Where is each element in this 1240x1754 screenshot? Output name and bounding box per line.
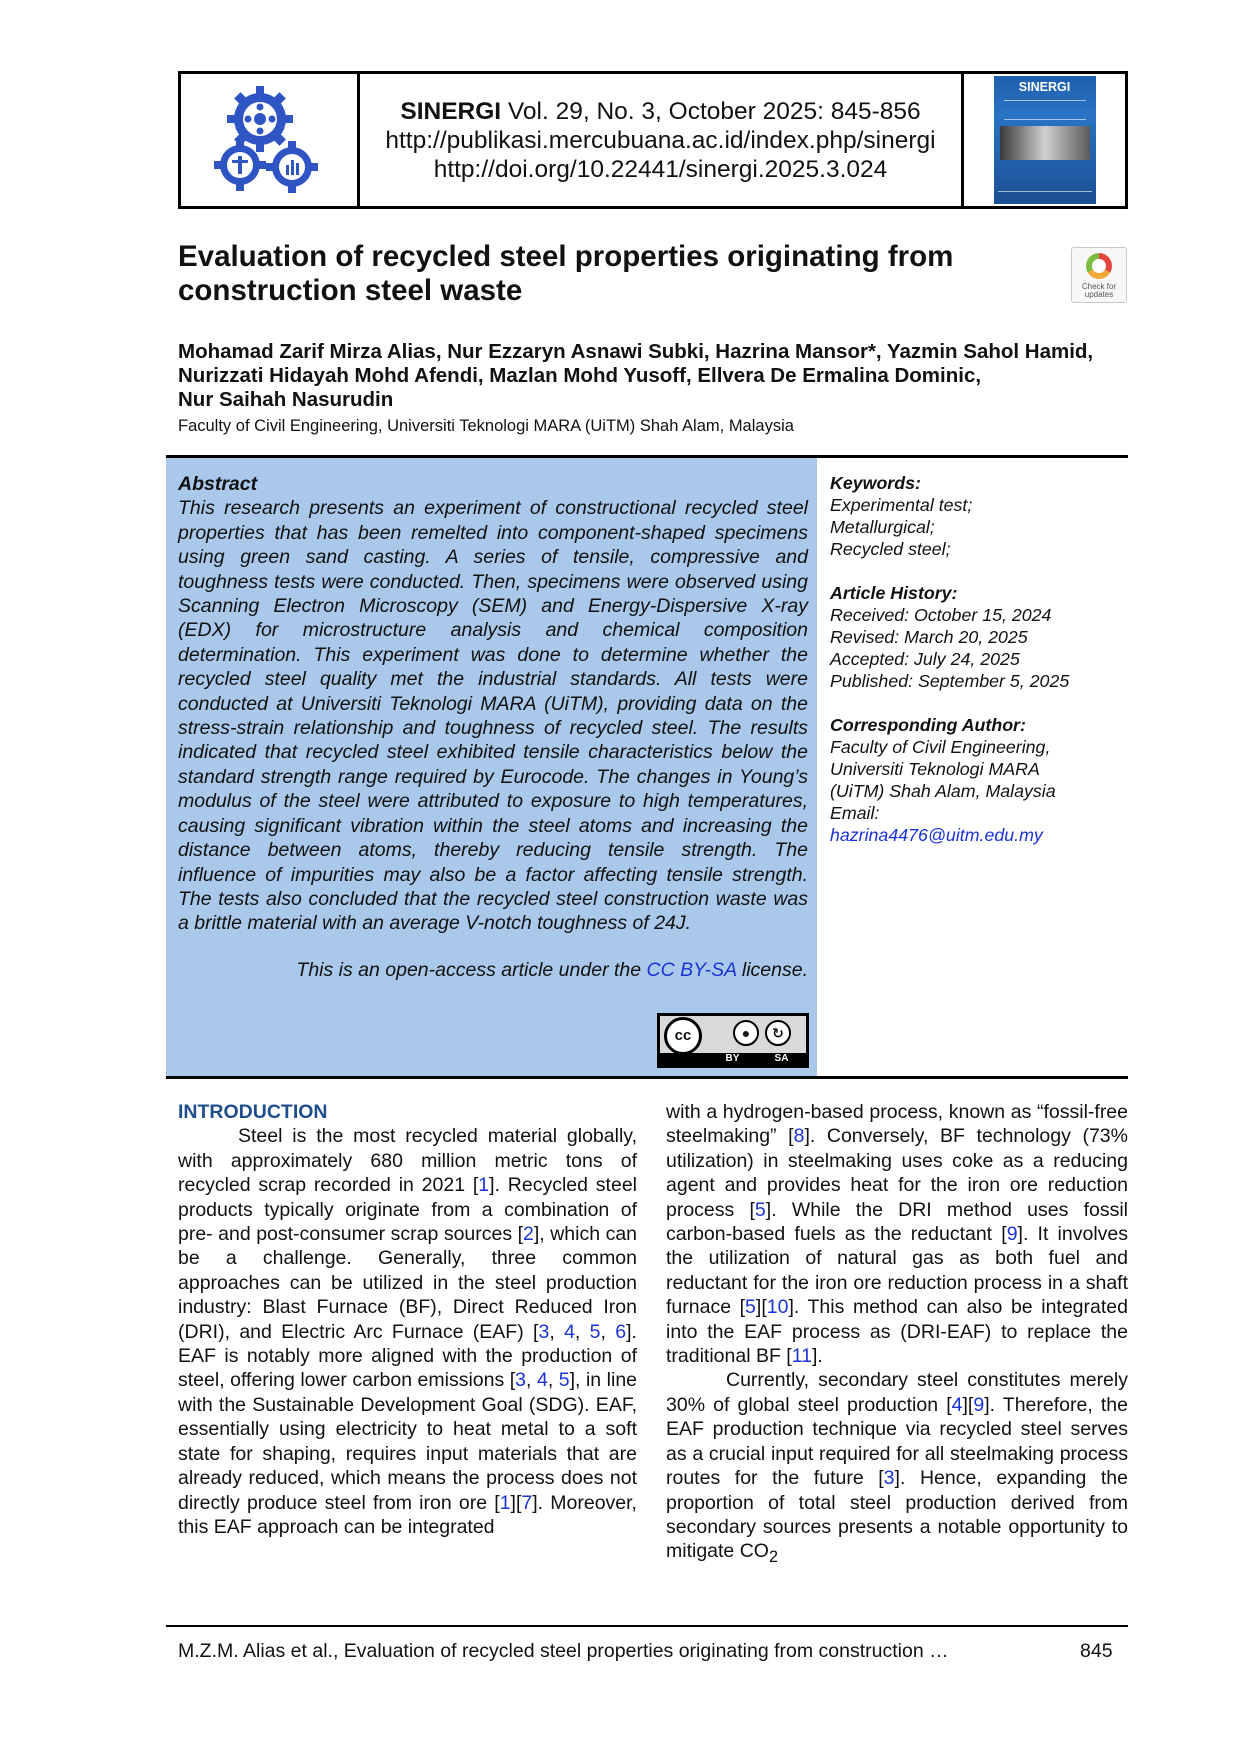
journal-cover-thumbnail	[964, 74, 1125, 206]
page-number: 845	[1080, 1640, 1113, 1662]
journal-url[interactable]: http://publikasi.mercubuana.ac.id/index.php/sinergi	[385, 126, 936, 154]
citation-link[interactable]: 3	[538, 1320, 550, 1343]
attribution-icon: ●	[733, 1020, 759, 1046]
cc-by-sa-badge[interactable]	[657, 1013, 809, 1068]
journal-doi[interactable]: http://doi.org/10.22441/sinergi.2025.3.024	[433, 155, 888, 183]
corresponding-line: Faculty of Civil Engineering,	[830, 737, 1051, 757]
title-line-2: construction steel waste	[178, 274, 523, 307]
abstract-section	[178, 472, 808, 982]
citation-link[interactable]: 11	[791, 1345, 812, 1368]
citation-link[interactable]: 4	[951, 1393, 963, 1416]
body-paragraph: with a hydrogen-based process, known as “fossil-free steelmaking” [8]. Conversely, BF technology (73% utilization) in steelmaking uses coke as a reducing agent and provides heat for the iron ore reduction process [5]. While the DRI method uses fossil carbon-based fuels as the reductant [9]. It involves the utilization of natural gas as both fuel and reductant for the iron ore reduction process in a shaft furnace [5][10]. This method can also be integrated into the EAF process as (DRI-EAF) to replace the traditional BF [11].	[666, 1101, 1128, 1368]
citation-link[interactable]: 9	[1006, 1223, 1018, 1246]
authors-line-1: Mohamad Zarif Mirza Alias, Nur Ezzaryn Asnawi Subki, Hazrina Mansor*, Yazmin Sahol Hamid,	[178, 340, 1094, 363]
check-for-updates-badge[interactable]	[1071, 247, 1127, 303]
cc-icon: cc	[664, 1017, 702, 1055]
journal-header	[178, 71, 1128, 209]
citation-link[interactable]: 5	[754, 1198, 766, 1221]
journal-issue-line	[400, 97, 920, 126]
cover-title: SINERGI	[1018, 80, 1071, 94]
authors-line-3: Nur Saihah Nasurudin	[178, 388, 394, 411]
abstract-bottom-rule	[166, 1076, 1128, 1079]
authors-line-2: Nurizzati Hidayah Mohd Afendi, Mazlan Mohd Yusoff, Ellvera De Ermalina Dominic,	[178, 364, 982, 387]
citation-link[interactable]: 7	[521, 1491, 533, 1514]
cc-by-label: BY	[725, 1053, 740, 1064]
footer-rule	[166, 1625, 1128, 1627]
journal-logo	[181, 74, 357, 206]
citation-link[interactable]: 2	[523, 1223, 534, 1246]
article-title	[178, 240, 1038, 308]
citation-link[interactable]: 4	[536, 1369, 548, 1392]
affiliation: Faculty of Civil Engineering, Universiti Teknologi MARA (UiTM) Shah Alam, Malaysia	[178, 417, 794, 435]
citation-link[interactable]: 5	[589, 1320, 601, 1343]
citation-link[interactable]: 5	[745, 1296, 756, 1319]
corresponding-line: Universiti Teknologi MARA	[830, 759, 1040, 779]
corresponding-line: (UiTM) Shah Alam, Malaysia	[830, 781, 1056, 801]
abstract-text: This research presents an experiment of constructional recycled steel properties that has been remelted into component-shaped specimens using green sand casting. A series of tensile, compressive and toughness tests were conducted. Then, specimens were observed using Scanning Electron Microscopy (SEM) and Energy-Dispersive X-ray (EDX) for microstructure analysis and chemical composition determination. This experiment was done to determine whether the recycled steel quality met the industrial standards. All tests were conducted at Universiti Teknologi MARA (UiTM), providing data on the stress-strain relationship and toughness of recycled steel. The results indicated that recycled steel exhibited tensile characteristics below the standard strength range required by Eurocode. The changes in Young’s modulus of the steel were attributed to exposure to high temperatures, causing significant vibration within the steel atoms and increasing the distance between atoms, thereby reducing tensile strength. The influence of impurities may also be a factor affecting tensile strength. The tests also concluded that the recycled steel construction waste was a brittle material with an average V-notch toughness of 24J.	[178, 497, 808, 935]
open-access-statement	[178, 958, 808, 982]
citation-link[interactable]: 8	[793, 1125, 805, 1148]
article-sidebar	[830, 472, 1130, 846]
history-revised: Revised: March 20, 2025	[830, 627, 1028, 647]
body-paragraph: Currently, secondary steel constitutes merely 30% of global steel production [4][9]. Therefore, the EAF production technique via recycled steel serves as a crucial input required for all steelmaking process routes for the future [3]. Hence, expanding the proportion of total steel production derived from secondary sources presents a notable opportunity to mitigate $CO_2$	[666, 1369, 1128, 1567]
footer-citation: M.Z.M. Alias et al., Evaluation of recycled steel properties originating from construction …	[178, 1640, 949, 1662]
section-heading-introduction: INTRODUCTION	[178, 1101, 328, 1123]
corresponding-email-link[interactable]: hazrina4476@uitm.edu.my	[830, 825, 1043, 845]
gears-logo-icon	[210, 81, 328, 199]
citation-link[interactable]: 10	[766, 1296, 789, 1319]
keyword-item: Metallurgical;	[830, 517, 935, 537]
body-column-left	[178, 1100, 637, 1539]
cover-image	[994, 76, 1096, 204]
corresponding-line: Email:	[830, 803, 880, 823]
corresponding-author-heading: Corresponding Author:	[830, 715, 1026, 735]
title-line-1: Evaluation of recycled steel properties originating from	[178, 240, 954, 273]
oa-prefix: This is an open-access article under the	[296, 958, 642, 981]
body-paragraph: Steel is the most recycled material globally, with approximately 680 million metric tons of recycled scrap recorded in 2021 [1]. Recycled steel products typically originate from a combination of pre- and post-consumer scrap sources [2], which can be a challenge. Generally, three common approaches can be utilized in the steel production industry: Blast Furnace (BF), Direct Reduced Iron (DRI), and Electric Arc Furnace (EAF) [3, 4, 5, 6]. EAF is notably more aligned with the production of steel, offering lower carbon emissions [3, 4, 5], in line with the Sustainable Development Goal (SDG). EAF, essentially using electricity to heat metal to a soft state for shaping, requires input materials that are already reduced, which means the process does not directly produce steel from iron ore [1][7]. Moreover, this EAF approach can be integrated	[178, 1125, 638, 1538]
share-alike-icon: ↻	[765, 1020, 791, 1046]
oa-suffix: license.	[741, 958, 808, 981]
article-history-heading: Article History:	[830, 583, 958, 603]
abstract-heading: Abstract	[178, 473, 258, 495]
body-column-right	[666, 1100, 1128, 1570]
citation-link[interactable]: 5	[558, 1369, 570, 1392]
citation-link[interactable]: 9	[973, 1393, 985, 1416]
citation-link[interactable]: 3	[515, 1369, 527, 1392]
journal-issue: Vol. 29, No. 3, October 2025: 845-856	[507, 97, 921, 125]
keyword-item: Experimental test;	[830, 495, 973, 515]
keywords-heading: Keywords:	[830, 473, 921, 493]
crossmark-label: Check for updates	[1081, 282, 1117, 299]
author-list	[178, 340, 1138, 412]
subscript-2: 2	[768, 1548, 778, 1567]
cc-by-sa-link[interactable]: CC BY-SA	[646, 958, 737, 981]
keyword-item: Recycled steel;	[830, 539, 951, 559]
journal-info	[360, 74, 961, 206]
crossmark-icon	[1086, 253, 1112, 279]
citation-link[interactable]: 1	[499, 1491, 511, 1514]
citation-link[interactable]: 3	[883, 1467, 895, 1490]
citation-link[interactable]: 4	[564, 1320, 575, 1343]
history-published: Published: September 5, 2025	[830, 671, 1070, 691]
citation-link[interactable]: 1	[478, 1174, 490, 1197]
history-received: Received: October 15, 2024	[830, 605, 1052, 625]
cc-sa-label: SA	[774, 1053, 789, 1064]
journal-name: SINERGI	[400, 97, 502, 125]
citation-link[interactable]: 6	[615, 1320, 627, 1343]
history-accepted: Accepted: July 24, 2025	[830, 649, 1020, 669]
